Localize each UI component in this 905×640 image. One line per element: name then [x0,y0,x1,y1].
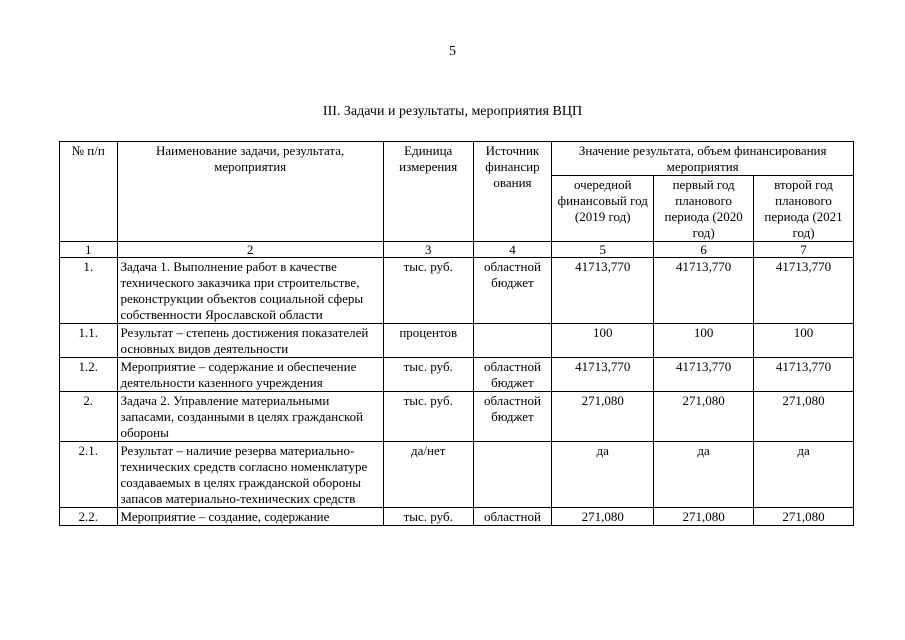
row-value-2019: 41713,770 [552,358,654,392]
header-source: Источник финансир ования [473,142,552,242]
tasks-table [59,141,854,526]
table-row [60,442,854,508]
row-name: Мероприятие – содержание и обеспечение деятельности казенного учреждения [117,358,383,392]
row-name: Задача 1. Выполнение работ в качестве технического заказчика при строительстве, реконструкции объектов социальной сферы собственности Ярославской области [117,258,383,324]
row-source: областной бюджет [473,358,552,392]
row-num: 1.1. [60,324,118,358]
row-value-2020: 100 [654,324,754,358]
row-value-2021: 271,080 [754,508,854,526]
header-num: № п/п [60,142,118,242]
row-value-2021: 100 [754,324,854,358]
table-row [60,358,854,392]
row-value-2020: 41713,770 [654,358,754,392]
row-value-2019: да [552,442,654,508]
page-number: 5 [449,44,456,59]
table-row [60,258,854,324]
row-value-2020: 41713,770 [654,258,754,324]
table-row [60,392,854,442]
column-number: 6 [654,242,754,258]
row-unit: тыс. руб. [383,258,473,324]
row-value-2021: 41713,770 [754,358,854,392]
row-value-2019: 271,080 [552,392,654,442]
section-title: III. Задачи и результаты, мероприятия ВЦП [322,104,583,119]
table-row [60,508,854,526]
table-row [60,324,854,358]
column-number: 1 [60,242,118,258]
column-number: 7 [754,242,854,258]
row-name: Результат – наличие резерва материально-технических средств согласно номенклатуре создаваемых в целях гражданской обороны запасов материально-технических средств [117,442,383,508]
row-value-2020: 271,080 [654,508,754,526]
row-value-2020: да [654,442,754,508]
row-value-2019: 41713,770 [552,258,654,324]
row-unit: процентов [383,324,473,358]
column-number-row [60,242,854,258]
header-year-2020: первый год планового периода (2020 год) [654,176,754,242]
row-source: областной бюджет [473,258,552,324]
row-source: областной бюджет [473,392,552,442]
header-year-2021: второй год планового периода (2021 год) [754,176,854,242]
row-name: Задача 2. Управление материальными запасами, созданными в целях гражданской обороны [117,392,383,442]
row-value-2019: 100 [552,324,654,358]
column-number: 5 [552,242,654,258]
row-value-2019: 271,080 [552,508,654,526]
header-name: Наименование задачи, результата, мероприятия [117,142,383,242]
column-number: 2 [117,242,383,258]
row-unit: тыс. руб. [383,358,473,392]
header-value-group: Значение результата, объем финансирования мероприятия [552,142,854,176]
row-source [473,442,552,508]
column-number: 3 [383,242,473,258]
row-num: 1. [60,258,118,324]
row-unit: да/нет [383,442,473,508]
row-value-2020: 271,080 [654,392,754,442]
column-number: 4 [473,242,552,258]
row-value-2021: 271,080 [754,392,854,442]
row-source [473,324,552,358]
row-source: областной [473,508,552,526]
header-row [60,142,854,176]
row-num: 2.2. [60,508,118,526]
row-value-2021: да [754,442,854,508]
row-unit: тыс. руб. [383,392,473,442]
row-name: Результат – степень достижения показателей основных видов деятельности [117,324,383,358]
header-unit: Единица измерения [383,142,473,242]
row-unit: тыс. руб. [383,508,473,526]
row-num: 1.2. [60,358,118,392]
row-num: 2.1. [60,442,118,508]
row-num: 2. [60,392,118,442]
row-name: Мероприятие – создание, содержание [117,508,383,526]
row-value-2021: 41713,770 [754,258,854,324]
header-year-2019: очередной финансовый год (2019 год) [552,176,654,242]
